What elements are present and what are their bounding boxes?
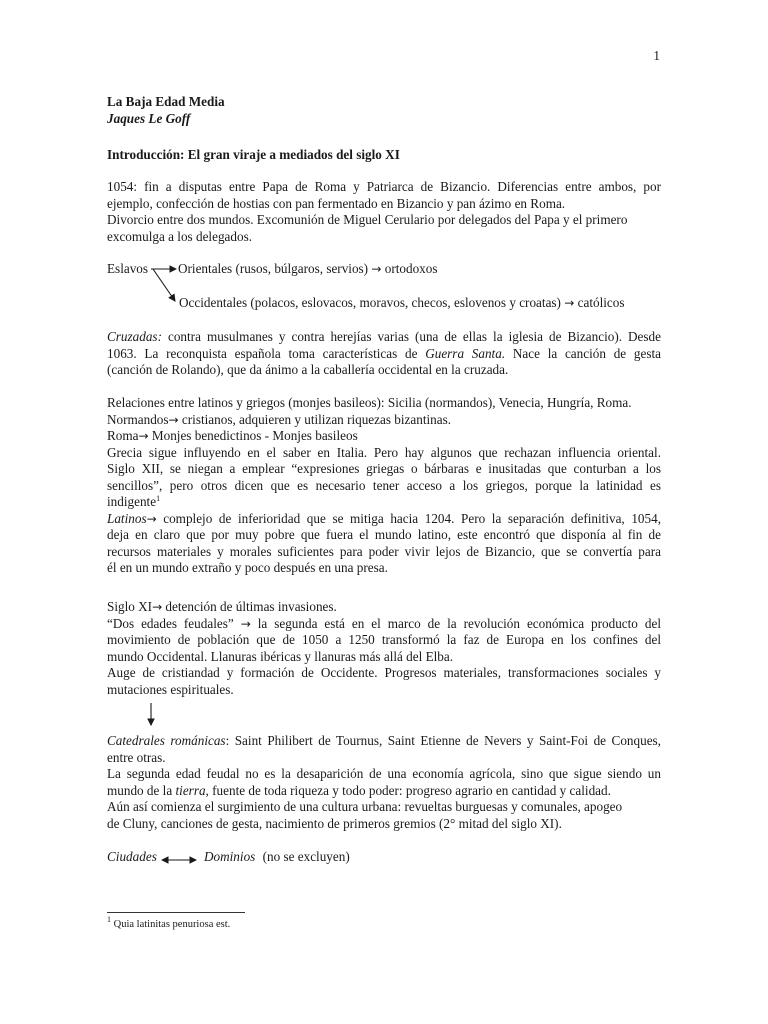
footnote-text: Quia latinitas penuriosa est.	[113, 919, 231, 930]
text-line: Roma→ Monjes benedictinos - Monjes basileos	[107, 428, 358, 443]
paragraph-cathedrals	[107, 733, 661, 832]
text-line: Normandos→ cristianos, adquieren y utilizan riquezas bizantinas.	[107, 411, 452, 427]
occidentales-label: Occidentales (polacos, eslovacos, moravos, checos, eslovenos y croatas)	[179, 295, 561, 310]
text-line: Relaciones entre latinos y griegos (monjes basileos): Sicilia (normandos), Venecia, Hungría, Roma.	[107, 395, 632, 410]
text-line: movimiento de población que de 1050 a 1250 transformó la faz de Europa en los confines del	[107, 632, 661, 647]
text-line: 1063. La reconquista española toma características de Guerra Santa. Nace la canción de gesta	[107, 345, 661, 361]
slavs-branch-orientales	[178, 261, 438, 278]
text-line: 1054: fin a disputas entre Papa de Roma y Patriarca de Bizancio. Diferencias entre ambos, por	[107, 179, 661, 194]
term-catedrales: Catedrales románicas	[107, 733, 226, 748]
text-line: Latinos→ complejo de inferioridad que se mitiga hacia 1204. Pero la separación definitiva, 1054,	[107, 510, 661, 526]
term-cruzadas: Cruzadas:	[107, 329, 162, 344]
orientales-result: ortodoxos	[384, 261, 438, 276]
page-number: 1	[653, 48, 660, 63]
text-line: mundo de la tierra, fuente de toda riqueza y todo poder: progreso agrario en cantidad y calidad.	[107, 782, 611, 798]
ciudades-label: Ciudades	[107, 849, 157, 864]
right-arrow-icon: →	[138, 429, 149, 443]
paragraph-relations	[107, 395, 661, 577]
text-line: Siglo XI→ detención de últimas invasiones.	[107, 599, 337, 614]
orientales-label: Orientales (rusos, búlgaros, servios)	[178, 261, 369, 276]
footnote-divider	[107, 912, 245, 913]
right-arrow-icon: →	[564, 296, 575, 310]
text-line: recursos materiales y morales suficientes para poder vivir lejos de Bizancio, que se convertía para	[107, 543, 661, 559]
text-line: mundo Occidental. Llanuras ibéricas y llanuras más allá del Elba.	[107, 648, 454, 664]
footnote-ref[interactable]: 1	[156, 494, 161, 503]
cities-dominions-row	[107, 849, 157, 866]
right-arrow-icon: →	[168, 412, 179, 427]
text-line: deja en claro que por muy pobre que fuera el mundo latino, este encontró que disponía al fin de	[107, 527, 661, 542]
section-heading: Introducción: El gran viraje a mediados del siglo XI	[107, 147, 400, 162]
text-line: de Cluny, canciones de gesta, nacimiento de primeros gremios (2° mitad del siglo XI).	[107, 815, 562, 831]
text-line: Siglo XII, se niegan a emplear “expresiones griegas o bárbaras e inusitadas que conturban a los	[107, 461, 661, 476]
slavs-root	[107, 261, 148, 278]
right-arrow-icon: →	[371, 262, 382, 276]
right-arrow-icon: →	[240, 616, 251, 631]
double-arrow-icon	[159, 853, 201, 867]
text-line: Grecia sigue influyendo en el saber en Italia. Pero hay algunos que rechazan influencia oriental.	[107, 444, 661, 460]
paragraph-crusades	[107, 329, 661, 379]
text-line: (canción de Rolando), que da ánimo a la caballería occidental en la cruzada.	[107, 362, 509, 377]
footnote	[107, 915, 231, 931]
document-author: Jaques Le Goff	[107, 110, 191, 126]
text-line: mutaciones espirituales.	[107, 681, 234, 697]
footnote-number: 1	[107, 915, 111, 924]
dominios-group	[204, 849, 350, 866]
text-line: “Dos edades feudales” → la segunda está en el marco de la revolución económica producto del	[107, 615, 661, 631]
paragraph-feudal	[107, 599, 661, 698]
text-line: entre otras.	[107, 749, 166, 765]
occidentales-result: católicos	[577, 295, 625, 310]
dominios-label: Dominios	[204, 849, 256, 864]
document-title: La Baja Edad Media	[107, 94, 225, 109]
text-line: Aún así comienza el surgimiento de una cultura urbana: revueltas burguesas y comunales, apogeo	[107, 799, 623, 814]
text-line: sencillos”, pero otros dicen que es necesario tener acceso a los griegos, porque la latinidad es	[107, 477, 661, 493]
down-arrow-icon	[146, 703, 158, 729]
text-line: La segunda edad feudal no es la desaparición de una economía agrícola, sino que sigue siendo un	[107, 766, 661, 781]
title-block	[107, 94, 661, 127]
text-line: indigente$^1$	[107, 494, 161, 509]
term-tierra: tierra	[175, 782, 206, 798]
slavs-label: Eslavos	[107, 261, 149, 276]
text-line: Catedrales románicas: Saint Philibert de Tournus, Saint Etienne de Nevers y Saint-Foi de Conques,	[107, 733, 661, 748]
text-line: Auge de cristiandad y formación de Occidente. Progresos materiales, transformaciones sociales y	[107, 665, 661, 680]
arrow-to-occidentales	[153, 269, 175, 301]
text-line: Divorcio entre dos mundos. Excomunión de Miguel Cerulario por delegados del Papa y el primero	[107, 212, 628, 227]
term-latinos: Latinos	[107, 510, 147, 526]
cities-note: (no se excluyen)	[262, 849, 350, 864]
right-arrow-icon: →	[146, 511, 157, 526]
text-line: excomulga a los delegados.	[107, 228, 253, 244]
right-arrow-icon: →	[152, 600, 163, 614]
text-line: ejemplo, confección de hostias con pan fermentado en Bizancio y pan ázimo en Roma.	[107, 195, 566, 211]
term-guerra-santa: Guerra Santa.	[425, 345, 506, 361]
text-line: Cruzadas: contra musulmanes y contra herejías varias (una de ellas la iglesia de Bizancio). Desde	[107, 329, 661, 344]
text-line: él en un mundo extraño y poco después en una presa.	[107, 560, 388, 575]
slavs-branch-occidentales	[179, 295, 624, 312]
paragraph-schism	[107, 179, 661, 245]
